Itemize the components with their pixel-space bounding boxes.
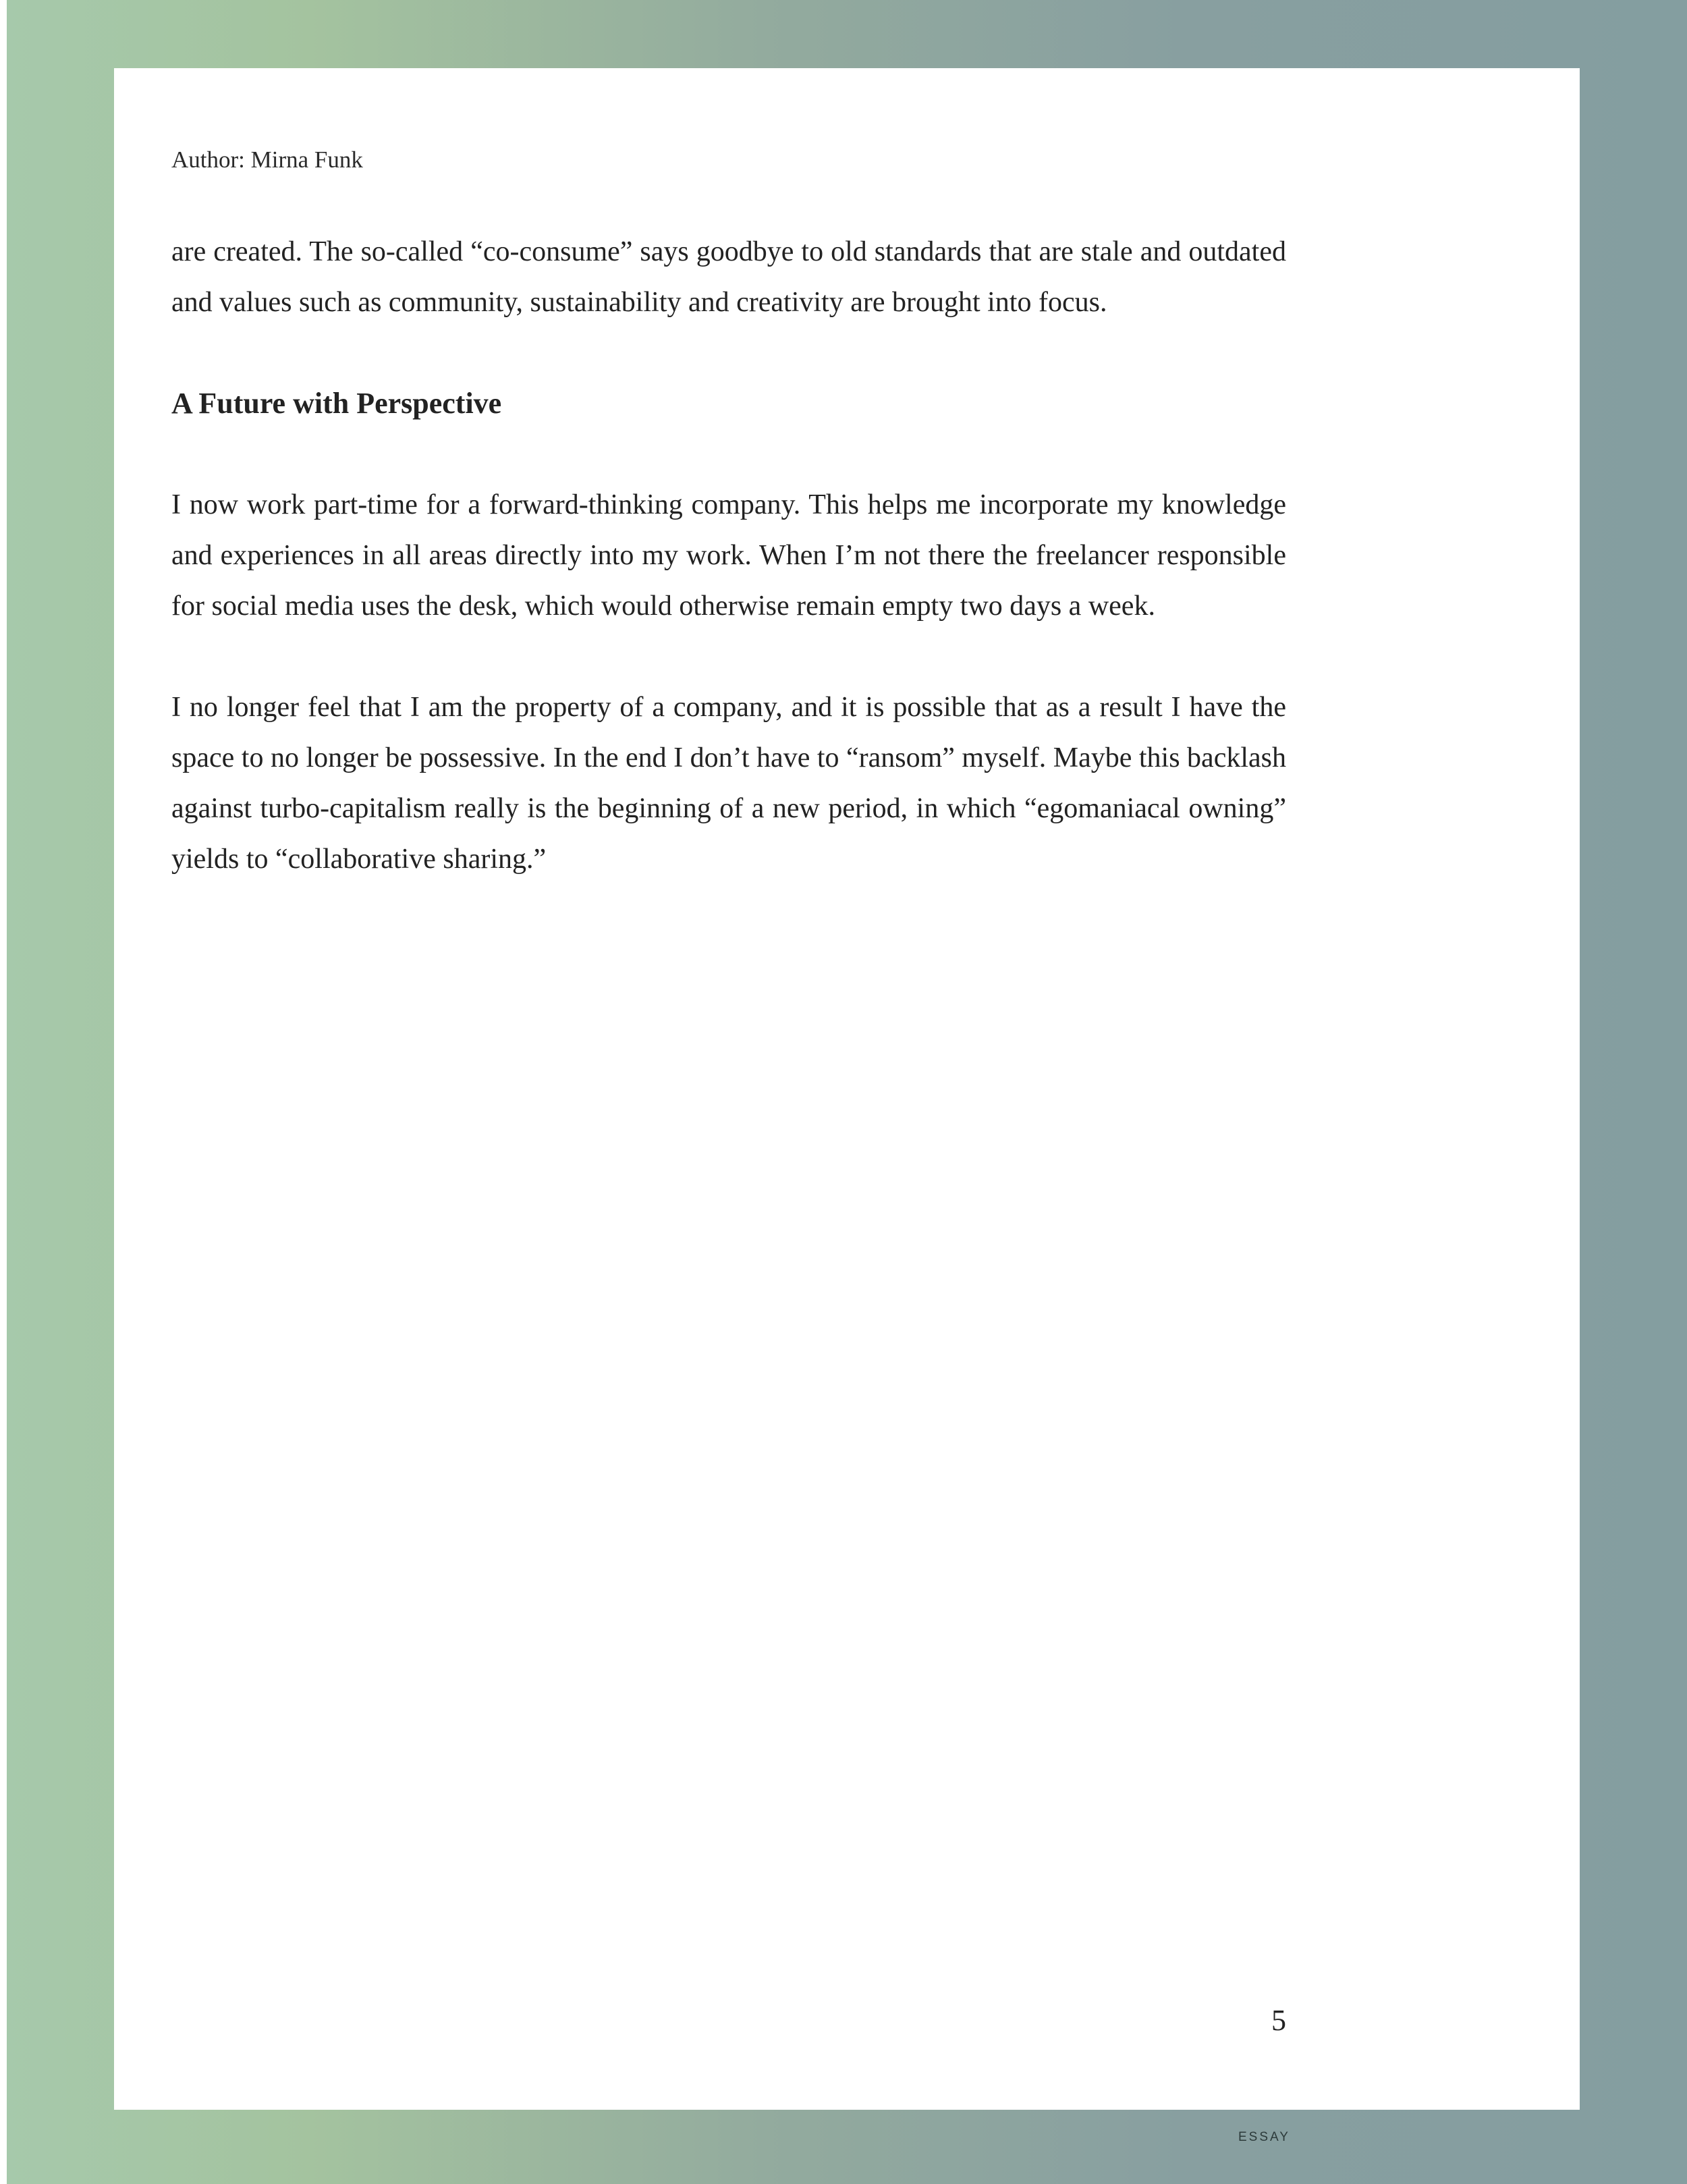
page-number: 5: [1271, 2004, 1286, 2037]
document-page: [114, 68, 1580, 2110]
footer-section-label: ESSAY: [1238, 2130, 1290, 2144]
paragraph-conclusion: I no longer feel that I am the property of a company, and it is possible that as a result I have the space to no longer be possessive. In the end I don’t have to “ransom” myself. Maybe this backlash against turbo-capitalism really is the beginning of a new period, in which “egomaniacal owning” yields to “collaborative sharing.”: [171, 692, 1286, 875]
author-line: Author: Mirna Funk: [171, 146, 363, 173]
paragraph-intro: are created. The so-called “co-consume” says goodbye to old standards that are stale and outdated and values such as community, sustainability and creativity are brought into focus.: [171, 236, 1286, 318]
section-heading: A Future with Perspective: [171, 387, 502, 420]
paragraph-work: I now work part-time for a forward-thinking company. This helps me incorporate my knowledge and experiences in all areas directly into my work. When I’m not there the freelancer responsible for social media uses the desk, which would otherwise remain empty two days a week.: [171, 489, 1286, 622]
